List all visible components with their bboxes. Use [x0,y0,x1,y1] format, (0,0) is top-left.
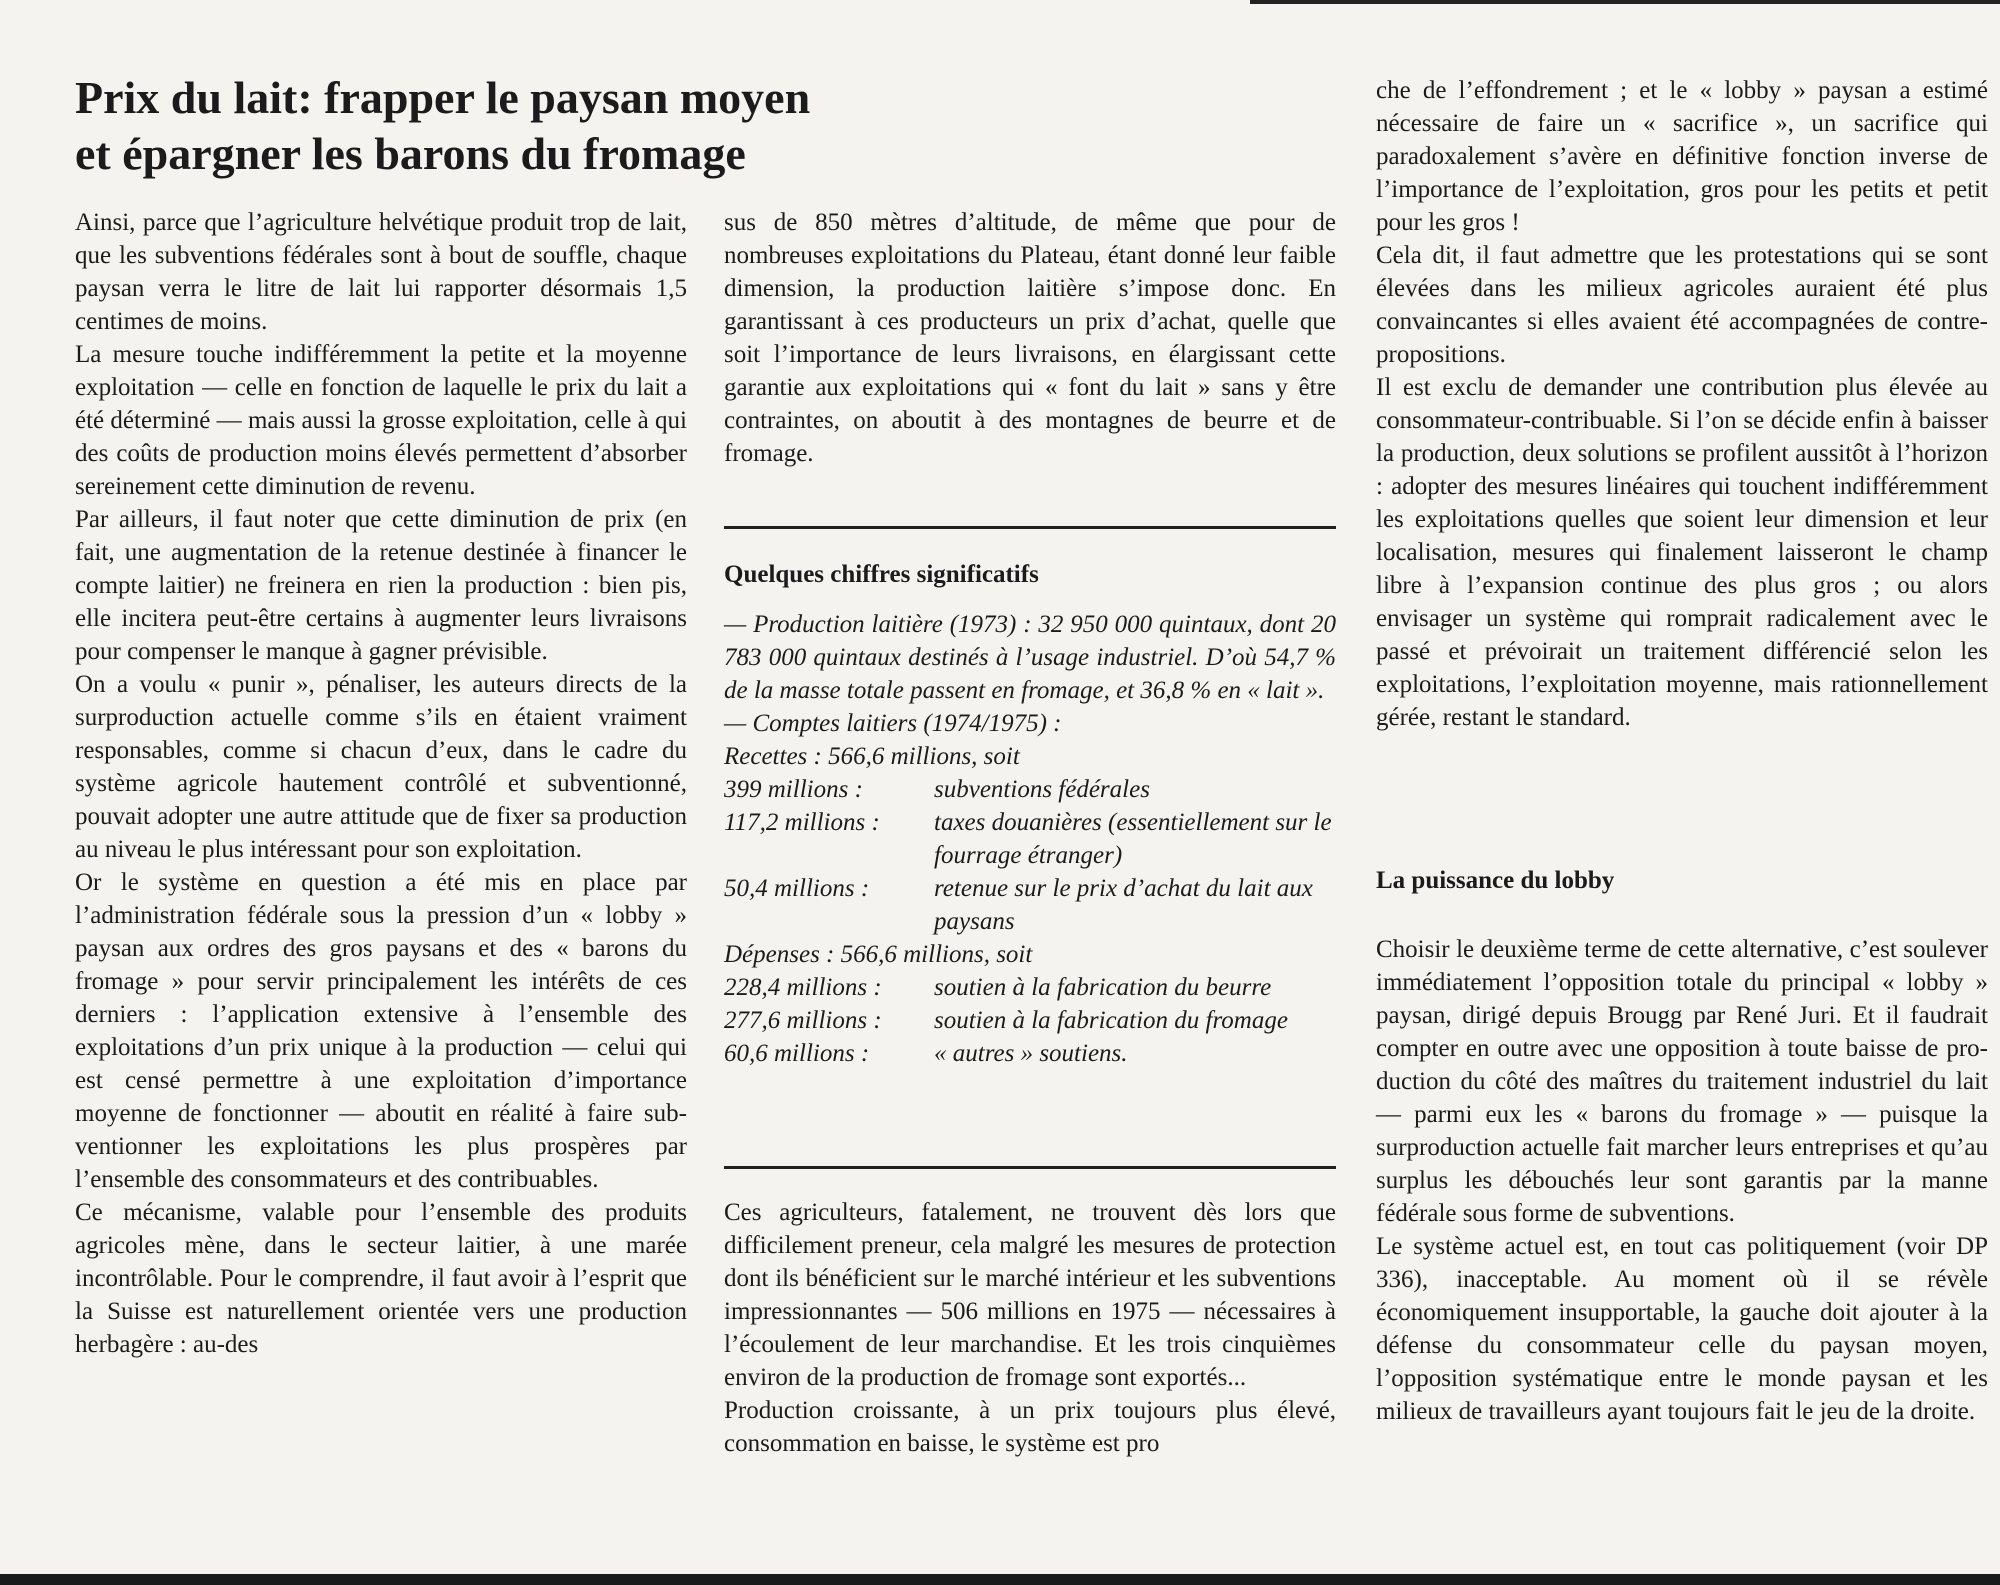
paragraph: Ces agriculteurs, fatalement, ne trouvent dès lors que difficilement preneur, cela malgré les mesures de protection dont ils bénéficient sur le marché intérieur et les subventions impressionnantes — 506 millions en 1975 — nécessaires à l’écoulement de leur marchandise. Et les trois cinquièmes environ de la production de fromage sont exportés... [724,1199,1336,1391]
paragraph: On a voulu « punir », pénaliser, les auteurs directs de la surproduction actuelle comme s’ils en étaient vraiment responsables, comme si chacun d’eux, dans le cadre du système agricole hautement contrôlé et subventionné, pouvait adopter une autre attitude que de fixer sa production au niveau le plus intéressant pour son exploitation. [75,671,687,863]
article-title [75,70,975,182]
figures-row [724,1037,1336,1070]
figures-description: retenue sur le prix d’achat du lait aux paysans [934,875,1313,935]
figures-description: subventions fédérales [934,776,1150,803]
paragraph: Il est exclu de demander une contribution plus élevée au consommateur-contribuable. Si l’on se décide enfin à baisser la production, deux solutions se profilent aussitôt à l’horizon : adopter des mesures linéaires qui touchent indifféremment les exploitations quelles que soient leur dimension et leur localisation, mesures qui finalement laisseront le champ libre à l’expansion continue des plus gros ; ou alors envisager un système qui romprait radicalement avec le passé et prévoirait un traitement différencié selon les exploitations, l’exploitation moyenne, mais rationnellement gérée, restant le standard. [1376,374,1988,731]
figures-expenses: Dépenses : 566,6 millions, soit [724,941,1033,968]
figures-row [724,806,1336,872]
figures-amount: 60,6 millions : [724,1040,870,1067]
figures-box [724,608,1336,1070]
paragraph: Le système actuel est, en tout cas politiquement (voir DP 336), inacceptable. Au moment où il se révèle économiquement insupportable, la gauche doit ajouter à la défense du consommateur celle du paysan moyen, l’opposition systématique entre le monde paysan et les milieux de travailleurs ayant toujours fait le jeu de la droite. [1376,1233,1988,1425]
figures-receipts: Recettes : 566,6 millions, soit [724,743,1020,770]
column-3-top [1376,74,1988,734]
bottom-border-rule [0,1574,2000,1585]
figures-row [724,872,1336,938]
column-1 [75,206,687,1361]
paragraph: Ainsi, parce que l’agriculture helvétique produit trop de lait, que les subventions fédérales sont à bout de souffle, chaque paysan verra le litre de lait lui rapporter désormais 1,5 centimes de moins. [75,209,687,335]
figures-description: taxes douanières (essentiellement sur le fourrage étranger) [934,809,1332,869]
figures-description: soutien à la fabrication du beurre [934,974,1272,1001]
paragraph: sus de 850 mètres d’altitude, de même que pour de nombreuses exploitations du Plateau, étant donné leur faible dimension, la production laitière s’impose donc. En garantissant à ces producteurs un prix d’achat, quelle que soit l’importance de leurs livraisons, en élargissant cette garantie aux exploitations qui « font du lait » sans y être contraintes, on aboutit à des montagnes de beurre et de fromage. [724,209,1336,467]
lobby-heading: La puissance du lobby [1376,867,1615,894]
top-border-rule [1250,0,2000,4]
figures-row [724,1004,1336,1037]
paragraph: Choisir le deuxième terme de cette alternative, c’est soulever immédiatement l’opposition totale du principal « lobby » paysan, dirigé depuis Brougg par René Juri. Et il faudrait compter en outre avec une opposition à toute baisse de production du côté des maîtres du traitement industriel du lait — parmi eux les « barons du fromage » — puisque la surproduction actuelle fait marcher leurs entreprises et qu’au surplus les débouchés leur sont garantis par la manne fédérale sous forme de subventions. [1376,936,1988,1227]
figures-row [724,773,1336,806]
paragraph: Par ailleurs, il faut noter que cette diminution de prix (en fait, une augmentation de la retenue destinée à financer le compte laitier) ne freinera en rien la production : bien pis, elle incitera peut-être certains à augmenter leurs livraisons pour compenser le manque à gagner prévisible. [75,506,687,665]
column-3-bottom [1376,933,1988,1428]
paragraph: Production croissante, à un prix toujours plus élevé, consommation en baisse, le système est pro [724,1397,1336,1457]
paragraph: Cela dit, il faut admettre que les protestations qui se sont élevées dans les milieux agricoles auraient été plus convaincantes si elles avaient été accompagnées de contre-propositions. [1376,242,1988,368]
figures-description: « autres » soutiens. [934,1040,1128,1067]
title-line-2: et épargner les barons du fromage [75,128,746,179]
figures-amount: 228,4 millions : [724,974,882,1001]
figures-amount: 277,6 millions : [724,1007,882,1034]
paragraph: Ce mécanisme, valable pour l’ensemble des produits agricoles mène, dans le secteur laitier, à une marée incontrôlable. Pour le comprendre, il faut avoir à l’esprit que la Suisse est naturellement orientée vers une production herbagère : au-des [75,1199,687,1358]
paragraph: Or le système en question a été mis en place par l’administration fédérale sous la pression d’un « lobby » paysan aux ordres des gros paysans et des « barons du fromage » pour servir principalement les intérêts de ces derniers : l’application extensive à l’ensemble des exploitations d’un prix unique à la production — celui qui est censé permettre à une exploitation d’importance moyenne de fonctionner — aboutit en réalité à faire subventionner les exploitations les plus prospères par l’ensemble des consommateurs et des contribuables. [75,869,687,1193]
figures-heading: Quelques chiffres significatifs [724,561,1039,588]
column-2-bottom [724,1196,1336,1460]
figures-amount: 50,4 millions : [724,875,870,902]
figures-description: soutien à la fabrication du fromage [934,1007,1288,1034]
paragraph: che de l’effondrement ; et le « lobby » paysan a estimé nécessaire de faire un « sacrifice », un sacrifice qui paradoxalement s’avère en définitive fonction inverse de l’importance de l’exploitation, gros pour les petits et petit pour les gros ! [1376,77,1988,236]
figures-amount: 117,2 millions : [724,809,880,836]
figures-bottom-rule [724,1166,1336,1169]
figures-accounts: — Comptes laitiers (1974/1975) : [724,710,1062,737]
figures-amount: 399 millions : [724,776,863,803]
figures-top-rule [724,526,1336,529]
column-2-top [724,206,1336,470]
paragraph: La mesure touche indifféremment la petite et la moyenne exploitation — celle en fonction de laquelle le prix du lait a été déterminé — mais aussi la grosse exploitation, celle à qui des coûts de production moins élevés permettent d’absorber sereinement cette diminution de revenu. [75,341,687,500]
figures-row [724,971,1336,1004]
figures-intro: — Production laitière (1973) : 32 950 000 quintaux, dont 20 783 000 quintaux destinés à l’usage industriel. D’où 54,7 % de la masse totale passent en fromage, et 36,8 % en « lait ». [724,611,1336,704]
title-line-1: Prix du lait: frapper le paysan moyen [75,72,811,123]
